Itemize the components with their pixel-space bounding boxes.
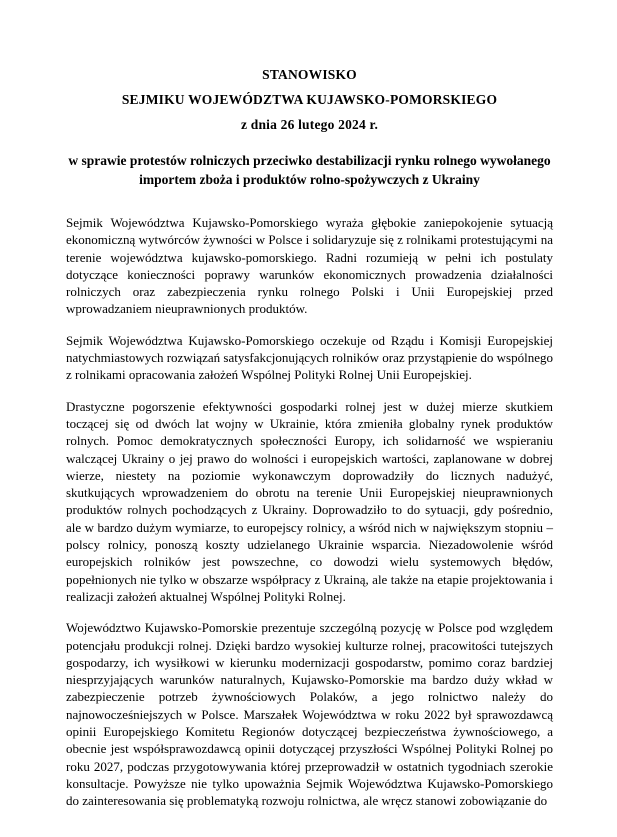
document-body <box>66 214 553 810</box>
document-type-title: STANOWISKO <box>262 67 357 82</box>
paragraph-1: Sejmik Województwa Kujawsko-Pomorskiego wyraża głębokie zaniepokojenie sytuacją ekonomiczną wytwórców żywności w Polsce i solidaryzuje się z rolnikami protestującymi na terenie województwa kujawsko-pomorskiego. Radni rozumieją w pełni ich postulaty dotyczące konieczności poprawy warunków ekonomicznych prowadzenia działalności rolniczych oraz zabezpieczenia rynku rolnego Polski i Unii Europejskiej przed wprowadzaniem nieuprawnionych produktów. <box>66 215 553 317</box>
paragraph-4: Województwo Kujawsko-Pomorskie prezentuje szczególną pozycję w Polsce pod względem potencjału produkcji rolnej. Dzięki bardzo wysokiej kulturze rolnej, pracowitości tutejszych gospodarzy, ich wysiłkowi w kierunku modernizacji gospodarstw, pomimo coraz bardziej niesprzyjających warunków naturalnych, Kujawsko-Pomorskie ma bardzo duży wkład w zabezpieczenie potrzeb żywnościowych Polaków, a jego rolnictwo należy do najnowocześniejszych w Polsce. Marszałek Województwa w roku 2022 był sprawozdawcą opinii Europejskiego Komitetu Regionów dotyczącej bezpieczeństwa żywnościowego, a obecnie jest współsprawozdawcą opinii dotyczącej przyszłości Wspólnej Polityki Rolnej po roku 2027, podczas przygotowywania której przeprowadził w ostatnich tygodniach szerokie konsultacje. Powyższe nie tylko upoważnia Sejmik Województwa Kujawsko-Pomorskiego do zainteresowania się problematyką rozwoju rolnictwa, ale wręcz stanowi zobowiązanie do <box>66 620 553 809</box>
paragraph-3: Drastyczne pogorszenie efektywności gospodarki rolnej jest w dużej mierze skutkiem toczącej się od dwóch lat wojny w Ukrainie, która zmieniła globalny rynek produktów rolnych. Pomoc demokratycznych społeczności Europy, ich solidarność we wspieraniu walczącej Ukrainy o jej prawo do wolności i europejskich wartości, zaplanowane w dobrej wierze, niestety na poziomie wykonawczym doprowadziły do licznych nadużyć, skutkujących wprowadzeniem do obrotu na terenie Unii Europejskiej nieuprawnionych produktów rolnych pochodzących z Ukrainy. Doprowadziło to do sytuacji, gdy pośrednio, ale w bardzo dużym wymiarze, to europejscy rolnicy, a wśród nich w największym stopniu – polscy rolnicy, ponoszą koszty udzielanego Ukrainie wsparcia. Niezadowolenie wśród europejskich rolników jest powszechne, co dowodzi wielu systemowych błędów, popełnionych nie tylko w obszarze współpracy z Ukrainą, ale także na etapie projektowania i realizacji założeń aktualnej Wspólnej Polityki Rolnej. <box>66 398 553 604</box>
document-issuer-title: SEJMIKU WOJEWÓDZTWA KUJAWSKO-POMORSKIEGO <box>121 92 498 107</box>
document-header <box>66 62 553 189</box>
document-date-line: z dnia 26 lutego 2024 r. <box>240 117 379 132</box>
paragraph-2: Sejmik Województwa Kujawsko-Pomorskiego oczekuje od Rządu i Komisji Europejskiej natychmiastowych rozwiązań satysfakcjonujących rolników oraz przystąpienie do wspólnego z rolnikami opracowania założeń Wspólnej Polityki Rolnej Unii Europejskiej. <box>66 332 553 383</box>
document-subject: w sprawie protestów rolniczych przeciwko destabilizacji rynku rolnego wywołanego importem zboża i produktów rolno-spożywczych z Ukrainy <box>68 153 551 187</box>
